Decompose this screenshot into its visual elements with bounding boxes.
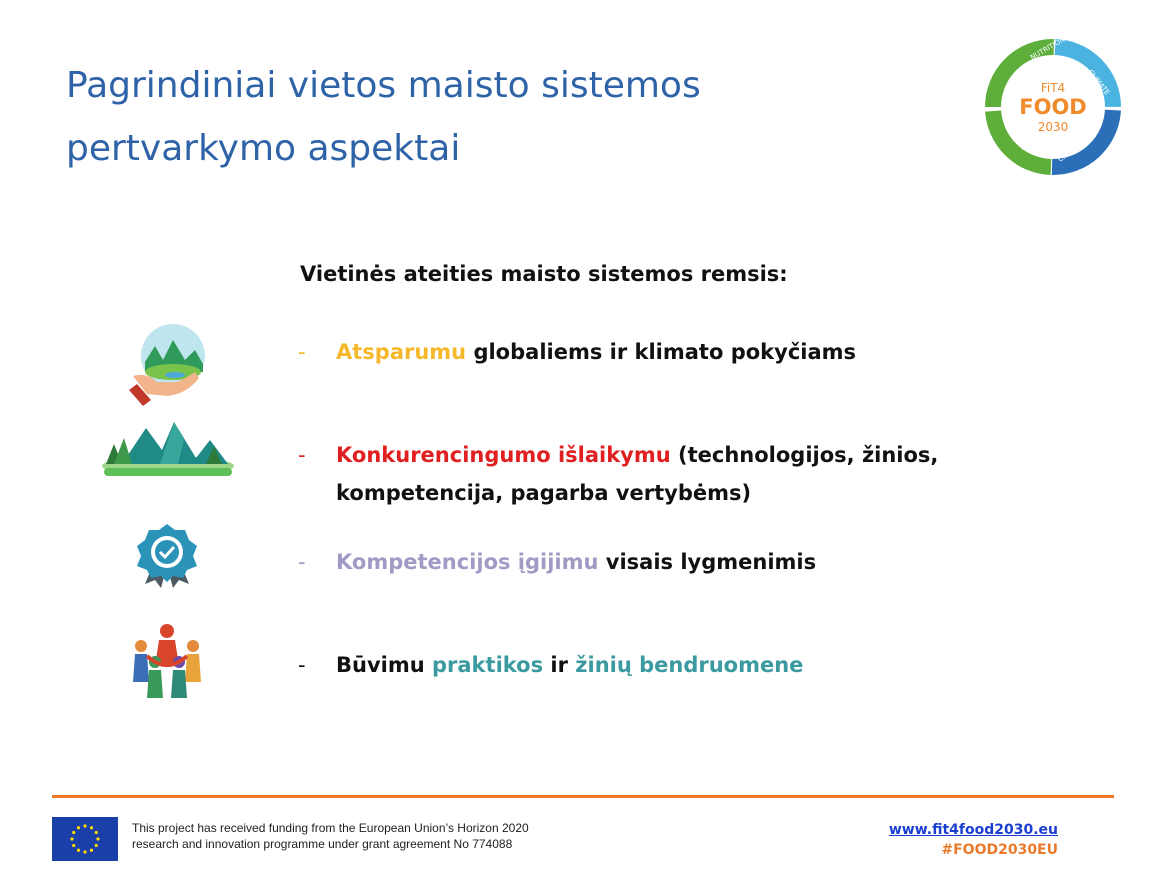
bullet-highlight: Kompetencijos įgijimu <box>336 550 599 574</box>
logo-ring-climate: CLIMATE <box>1086 68 1112 97</box>
eu-star <box>72 831 75 834</box>
bullet-lead: Būvimu <box>336 653 432 677</box>
funding-line-2: research and innovation programme under grant agreement No 774088 <box>132 837 513 851</box>
bullet-resilience <box>298 333 856 371</box>
bullet-highlight: Konkurencingumo išlaikymu <box>336 443 671 467</box>
slide-title <box>66 54 866 180</box>
eu-star <box>95 844 98 847</box>
logo-ring-nutrition: NUTRITION <box>1029 35 1067 62</box>
eu-star <box>77 826 80 829</box>
bullet-dash: - <box>298 550 306 574</box>
eu-star <box>90 826 93 829</box>
bullet-dash: - <box>298 340 306 364</box>
bullet-text-continued: kompetencija, pagarba vertybėms) <box>336 481 752 505</box>
eu-star <box>90 849 93 852</box>
bullet-highlight-2: žinių bendruomene <box>575 653 804 677</box>
logo-ring-circularity: CIRCULARITY <box>1056 130 1099 164</box>
title-line-2: pertvarkymo aspektai <box>66 128 461 169</box>
bullet-community <box>298 646 803 684</box>
bullet-competence <box>298 543 816 581</box>
eu-star <box>70 837 73 840</box>
eu-star <box>77 849 80 852</box>
eu-star <box>72 844 75 847</box>
website-link[interactable]: www.fit4food2030.eu <box>888 822 1058 838</box>
eu-star <box>83 850 86 853</box>
title-line-1: Pagrindiniai vietos maisto sistemos <box>66 65 701 106</box>
list-heading: Vietinės ateities maisto sistemos remsis: <box>300 262 788 286</box>
fit4food2030-logo <box>980 34 1126 180</box>
people-circle-icon <box>127 622 207 700</box>
award-badge-icon <box>133 522 201 588</box>
eu-flag-icon <box>52 817 118 861</box>
logo-ring-innovation: INNOVATION <box>1000 109 1028 152</box>
bullet-dash: - <box>298 653 306 677</box>
eu-star <box>83 824 86 827</box>
bullet-competitiveness <box>298 436 938 512</box>
logo-2030: 2030 <box>1037 120 1069 134</box>
logo-food: FOOD <box>1019 95 1087 119</box>
bullet-text: (technologijos, žinios, <box>670 443 939 467</box>
globe-in-hand-icon <box>125 320 215 410</box>
footer-links <box>889 820 1058 860</box>
eu-star <box>96 837 99 840</box>
funding-line-1: This project has received funding from the European Union’s Horizon 2020 <box>132 821 529 835</box>
footer-divider <box>52 795 1114 798</box>
funding-notice <box>132 820 529 852</box>
bullet-dash: - <box>298 443 306 467</box>
logo-fit4: FiT4 <box>1040 81 1066 95</box>
bullet-text: globaliems ir klimato pokyčiams <box>466 340 857 364</box>
bullet-text: visais lygmenimis <box>598 550 817 574</box>
bullet-text: ir <box>543 653 576 677</box>
mountains-landscape-icon <box>100 418 236 480</box>
bullet-highlight: praktikos <box>432 653 544 677</box>
eu-star <box>95 831 98 834</box>
hashtag: #FOOD2030EU <box>941 842 1058 858</box>
bullet-highlight: Atsparumu <box>336 340 467 364</box>
